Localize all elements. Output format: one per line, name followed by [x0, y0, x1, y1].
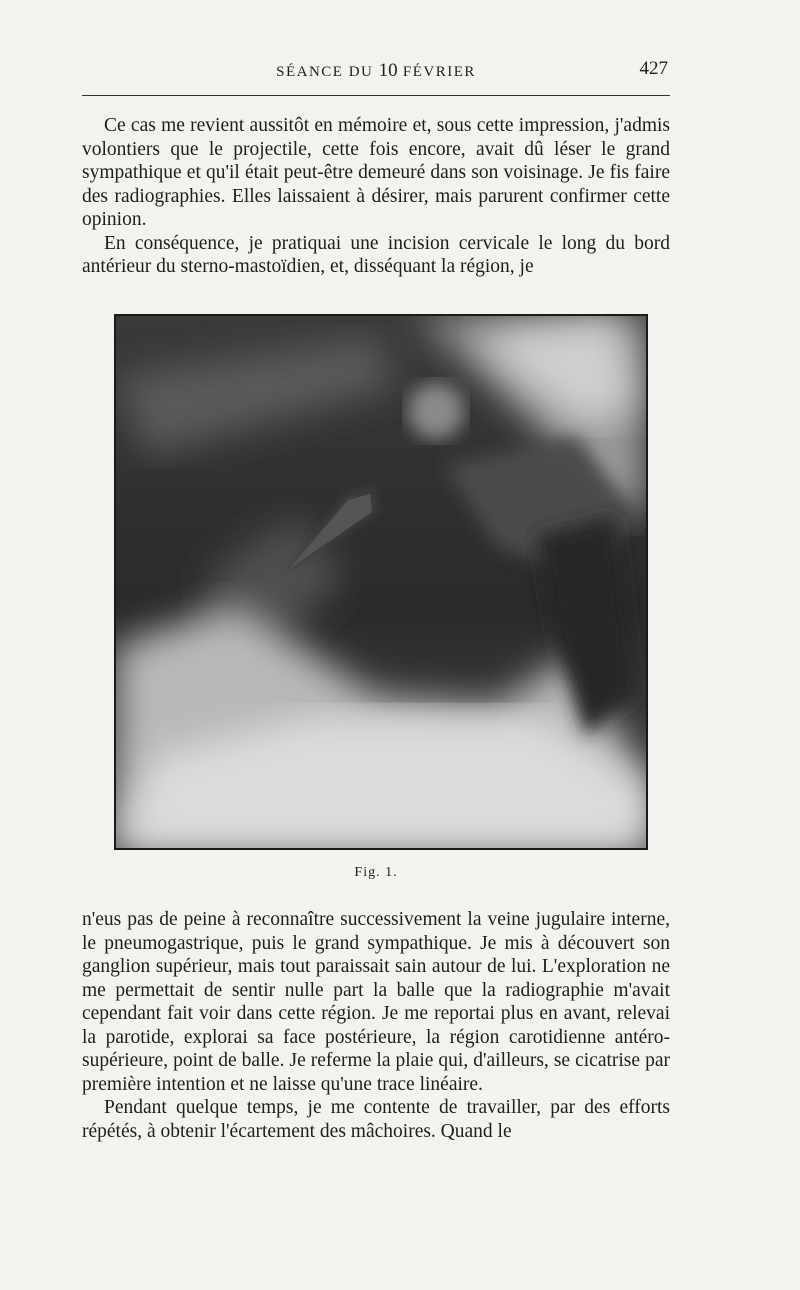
page-number: 427	[639, 58, 668, 79]
paragraph: Ce cas me revient aussitôt en mémoire et, sous cette impression, j'admis volontiers que le projectile, cette fois encore, avait dû léser le grand sympathique et qu'il était peut-être demeuré dans son voisinage. Je fis faire des radiographies. Elles laissaient à désirer, mais parurent confirmer cette opinion.	[82, 115, 670, 230]
paragraph: n'eus pas de peine à reconnaître successivement la veine jugulaire interne, le pneumogastrique, puis le grand sympathique. Je mis à découvert son ganglion supérieur, mais tout paraissait sain autour de lui. L'exploration ne me permettait de sentir nulle part la balle que la radiographie m'avait cependant fait voir dans cette région. Je me reportai plus en avant, relevai la parotide, explorai sa face postérieure, la région carotidienne antéro-supérieure, point de balle. Je referme la plaie qui, d'ailleurs, se cicatrise par première intention et ne laisse qu'une trace linéaire.	[82, 909, 670, 1095]
paragraph: En conséquence, je pratiquai une incision cervicale le long du bord antérieur du sterno-mastoïdien, et, disséquant la région, je	[82, 232, 670, 277]
running-head-date: 10	[378, 60, 398, 81]
radiograph-image	[116, 316, 646, 848]
header-rule	[82, 95, 670, 96]
running-head-text: SÉANCE DU	[276, 64, 379, 80]
page-header	[82, 58, 670, 88]
running-head	[82, 60, 670, 82]
figure-caption: Fig. 1.	[354, 865, 398, 880]
radiograph-figure	[114, 314, 648, 850]
body-text-bottom	[82, 908, 670, 1143]
paragraph: Pendant quelque temps, je me contente de travailler, par des efforts répétés, à obtenir l'écartement des mâchoires. Quand le	[82, 1097, 670, 1142]
body-text-top	[82, 114, 670, 279]
running-head-month: FÉVRIER	[397, 64, 476, 80]
